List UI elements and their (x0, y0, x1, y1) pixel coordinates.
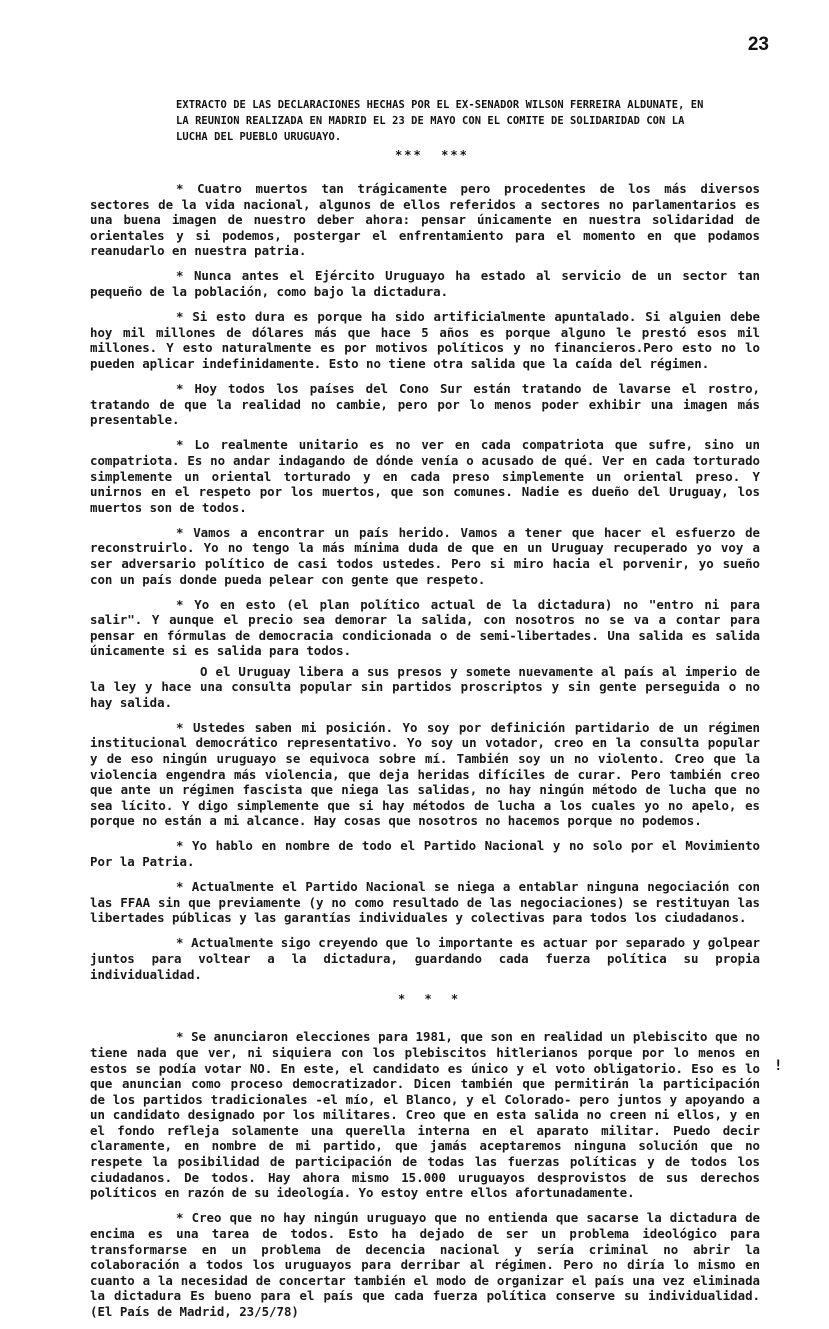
paragraph: * Ustedes saben mi posición. Yo soy por definición partidario de un régimen institucional democrático representativo. Yo soy un votador, creo en la consulta popular y de eso ningún uruguayo se equivoca sobre mí. También soy un no violento. Creo que la violencia engendra más violencia, que deja heridas difíciles de curar. Pero también creo que ante un régimen fascista que niega las salidas, no hay ningún método de lucha que no sea lícito. Y digo simplemente que si hay métodos de lucha a los cuales yo no apelo, es porque no están a mi alcance. Hay cosas que nosotros no hacemos porque no podemos. (90, 719, 760, 829)
paragraph: * Actualmente sigo creyendo que lo importante es actuar por separado y golpear juntos para voltear a la dictadura, guardando cada fuerza política su propia individualidad. (90, 935, 760, 982)
paragraph: * Si esto dura es porque ha sido artificialmente apuntalado. Si alguien debe hoy mil millones de dólares más que hace 5 años es porque alguno le prestó esos mil millones. Y esto naturalmente es por motivos políticos y no financieros.Pero esto no lo pueden aplicar indefinidamente. Esto no tiene otra salida que la caída del régimen. (90, 309, 760, 371)
paragraph: * Cuatro muertos tan trágicamente pero procedentes de los más diversos sectores de la vida nacional, algunos de ellos referidos a sectores no parlamentarios es una buena imagen de nuestro deber ahora: pensar únicamente en nuestra solidaridad de orientales y si podemos, postergar el enfrentamiento para el momento en que podamos reanudarlo en nuestra patria. (90, 181, 760, 259)
paragraph: * Vamos a encontrar un país herido. Vamos a tener que hacer el esfuerzo de reconstruirlo. Yo no tengo la más mínima duda de que en un Uruguay recuperado yo voy a ser adversario político de casi todos ustedes. Pero si miro hacia el porvenir, yo sueño con un país donde pueda pelear con gente que respeto. (90, 524, 760, 587)
page-number: 23 (747, 34, 769, 55)
paragraph: O el Uruguay libera a sus presos y somete nuevamente al país al imperio de la ley y hace una consulta popular sin partidos proscriptos y sin gente perseguida o no hay salida. (90, 663, 760, 710)
section-separator: * * * (398, 991, 465, 1006)
paragraph: * Yo hablo en nombre de todo el Partido Nacional y no solo por el Movimiento Por la Patria. (90, 838, 760, 870)
margin-mark: ! (774, 1058, 783, 1074)
paragraph: * Lo realmente unitario es no ver en cada compatriota que sufre, sino un compatriota. Es no andar indagando de dónde venía o acusado de qué. Ver en cada torturado simplemente un oriental torturado y en cada preso simplemente un oriental preso. Y unirnos en el respeto por los muertos, que son comunes. Nadie es dueño del Uruguay, los muertos son de todos. (90, 437, 760, 515)
paragraph: * Yo en esto (el plan político actual de la dictadura) no "entro ni para salir". Y aunque el precio sea demorar la salida, con nosotros no se va a contar para pensar en fórmulas de democracia condicionada o de semi-libertades. Una salida es salida únicamente si es salida para todos. (90, 596, 760, 659)
header-stars: *** *** (395, 148, 469, 162)
paragraph: * Creo que no hay ningún uruguayo que no entienda que sacarse la dictadura de encima es una tarea de todos. Esto ha dejado de ser un problema ideológico para transformarse en un problema de decencia nacional y sería criminal no abrir la colaboración a todos los uruguayos para derribar al régimen. Pero no diría lo mismo en cuanto a la necesidad de concertar también el modo de organizar el país una vez eliminada la dictadura Es bueno para el país que cada fuerza política conserve su individualidad. (El País de Madrid, 23/5/78) (90, 1210, 760, 1319)
document-header: EXTRACTO DE LAS DECLARACIONES HECHAS POR EL EX-SENADOR WILSON FERREIRA ALDUNATE, EN LA REUNION REALIZADA EN MADRID EL 23 DE MAYO CON EL COMITE DE SOLIDARIDAD CON LA LUCHA DEL PUEBLO URUGUAYO. (176, 99, 704, 143)
paragraph: * Se anunciaron elecciones para 1981, que son en realidad un plebiscito que no tiene nada que ver, ni siquiera con los plebiscitos hitlerianos porque por lo menos en estos se podía votar NO. En este, el candidato es único y el voto obligatorio. Eso es lo que anuncian como proceso democratizador. Dicen también que permitirán la participación de los partidos tradicionales -el mío, el Blanco, y el Colorado- pero juntos y apoyando a un candidato designado por los militares. Creo que en esta salida no creen ni ellos, y en el fondo refleja solamente una querella interna en el aparato militar. Puedo decir claramente, en nombre de mi partido, que jamás aceptaremos ninguna solución que no respete la posibilidad de participación de todas las fuerzas políticas y de todos los ciudadanos. De todos. Hay ahora mismo 15.000 uruguayos desprovistos de sus derechos políticos en razón de su ideología. Yo estoy entre ellos afortunadamente. (90, 1029, 760, 1201)
document-body (90, 181, 760, 1329)
paragraph: * Actualmente el Partido Nacional se niega a entablar ninguna negociación con las FFAA sin que previamente (y no como resultado de las negociaciones) se restituyan las libertades públicas y las garantías individuales y colectivas para todos los ciudadanos. (90, 879, 760, 926)
paragraph: * Nunca antes el Ejército Uruguayo ha estado al servicio de un sector tan pequeño de la población, como bajo la dictadura. (90, 268, 760, 300)
paragraph: * Hoy todos los países del Cono Sur están tratando de lavarse el rostro, tratando de que la realidad no cambie, pero por lo menos poder exhibir una imagen más presentable. (90, 381, 760, 428)
